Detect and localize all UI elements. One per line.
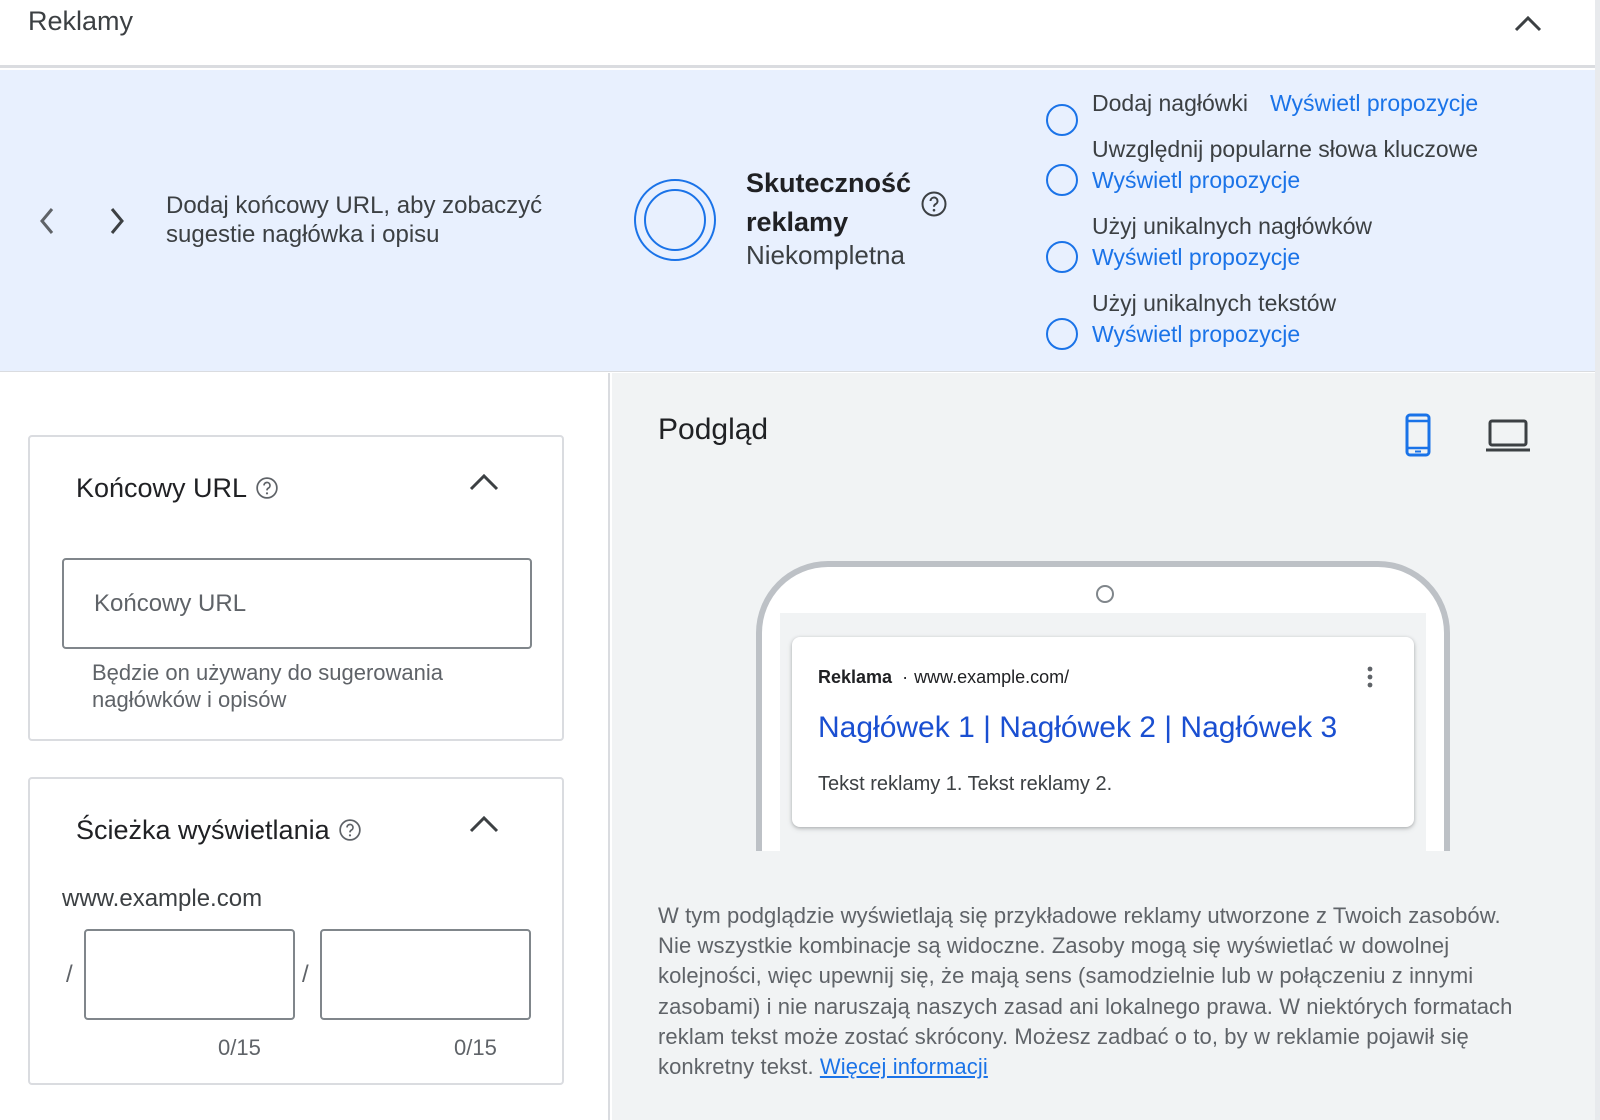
- checklist-item: [1046, 211, 1586, 288]
- chevron-left-icon: [30, 201, 66, 241]
- path-1-input[interactable]: [84, 929, 295, 1020]
- chevron-up-icon: [464, 805, 504, 845]
- checklist-circle-icon[interactable]: [1046, 104, 1078, 136]
- view-suggestions-link[interactable]: Wyświetl propozycje: [1092, 167, 1301, 193]
- chevron-up-icon: [1508, 4, 1548, 44]
- ad-preview-card: [792, 637, 1414, 827]
- final-url-hint: Będzie on używany do sugerowania nagłówków i opisów: [92, 660, 444, 712]
- help-circle-icon[interactable]: [338, 818, 362, 842]
- display-path-domain: www.example.com: [62, 885, 263, 912]
- ad-headline[interactable]: Nagłówek 1 | Nagłówek 2 | Nagłówek 3: [818, 711, 1338, 744]
- preview-disclaimer: [658, 901, 1528, 1082]
- more-vert-icon: [1360, 661, 1380, 693]
- display-path-card-title: [76, 815, 362, 846]
- path-2-input[interactable]: [320, 929, 531, 1020]
- ad-strength-ring-inner: [644, 189, 706, 251]
- previous-suggestion-button[interactable]: [30, 201, 66, 241]
- checklist-circle-icon[interactable]: [1046, 241, 1078, 273]
- path-separator: /: [66, 961, 73, 988]
- ad-menu-button[interactable]: [1360, 661, 1380, 693]
- final-url-title-text: Końcowy URL: [76, 473, 248, 503]
- ad-strength-banner: [0, 70, 1595, 372]
- preview-title: Podgląd: [658, 413, 769, 446]
- final-url-card: [28, 435, 564, 741]
- collapse-final-url-button[interactable]: [464, 463, 504, 503]
- view-suggestions-link[interactable]: Wyświetl propozycje: [1269, 90, 1479, 116]
- smartphone-icon: [1394, 411, 1442, 459]
- checklist-item-label: Użyj unikalnych tekstów: [1092, 290, 1337, 316]
- ad-strength-checklist: [1046, 88, 1586, 365]
- phone-camera: [1096, 585, 1114, 603]
- ad-display-url: www.example.com/: [914, 667, 1070, 687]
- checklist-item: [1046, 288, 1586, 365]
- laptop-icon: [1484, 411, 1532, 459]
- path-separator: /: [302, 961, 309, 988]
- display-path-card: [28, 777, 564, 1085]
- next-suggestion-button[interactable]: [98, 201, 134, 241]
- checklist-item-label: Dodaj nagłówki: [1092, 90, 1248, 116]
- phone-mockup: [756, 561, 1450, 851]
- collapse-section-button[interactable]: [1508, 4, 1548, 44]
- ad-meta: [818, 667, 1069, 688]
- checklist-item: [1046, 88, 1586, 134]
- view-suggestions-link[interactable]: Wyświetl propozycje: [1092, 321, 1301, 347]
- mobile-preview-button[interactable]: [1394, 411, 1442, 459]
- preview-disclaimer-text: W tym podglądzie wyświetlają się przykładowe reklamy utworzone z Twoich zasobów. Nie wszystkie kombinacje są widoczne. Zasoby mogą się wyświetlać w dowolnej kolejności, więc upewnij się, że mają sens (samodzielnie lub w połączeniu z innymi zasobami) i nie naruszają naszych zasad ani lokalnego prawa. W niektórych formatach reklam tekst może zostać skrócony. Możesz zadbać o to, by w reklamie pojawił się konkretny tekst.: [658, 903, 1513, 1080]
- checklist-item: [1046, 134, 1586, 211]
- phone-screen: [780, 613, 1426, 851]
- final-url-input[interactable]: [62, 558, 532, 649]
- checklist-item-label: Użyj unikalnych nagłówków: [1092, 213, 1372, 239]
- ad-form-column: [0, 373, 610, 1120]
- display-path-title-text: Ścieżka wyświetlania: [76, 815, 330, 845]
- chevron-right-icon: [98, 201, 134, 241]
- final-url-card-title: [76, 473, 279, 504]
- preview-panel: [612, 373, 1595, 1120]
- ad-label: Reklama: [818, 667, 893, 687]
- scrollbar-track[interactable]: [1595, 0, 1600, 1120]
- path-2-char-counter: 0/15: [454, 1035, 497, 1060]
- collapse-display-path-button[interactable]: [464, 805, 504, 845]
- chevron-up-icon: [464, 463, 504, 503]
- path-1-char-counter: 0/15: [218, 1035, 261, 1060]
- suggestion-text: Dodaj końcowy URL, aby zobaczyć sugestie nagłówka i opisu: [166, 192, 543, 248]
- checklist-circle-icon[interactable]: [1046, 164, 1078, 196]
- more-info-link[interactable]: Więcej informacji: [819, 1054, 988, 1080]
- view-suggestions-link[interactable]: Wyświetl propozycje: [1092, 244, 1301, 270]
- ad-strength-help-button[interactable]: [920, 190, 948, 218]
- help-circle-icon[interactable]: [255, 476, 279, 500]
- ad-strength-title: Skuteczność reklamy: [746, 168, 912, 237]
- ad-strength-status: Niekompletna: [746, 240, 905, 270]
- ad-description: Tekst reklamy 1. Tekst reklamy 2.: [818, 773, 1113, 795]
- ad-strength-ring: [634, 179, 716, 261]
- section-header: [0, 0, 1595, 68]
- ad-meta-separator: ·: [902, 667, 909, 687]
- help-circle-icon: [920, 190, 948, 218]
- desktop-preview-button[interactable]: [1484, 411, 1532, 459]
- section-title: Reklamy: [28, 6, 134, 36]
- checklist-item-label: Uwzględnij popularne słowa kluczowe: [1092, 136, 1479, 162]
- checklist-circle-icon[interactable]: [1046, 318, 1078, 350]
